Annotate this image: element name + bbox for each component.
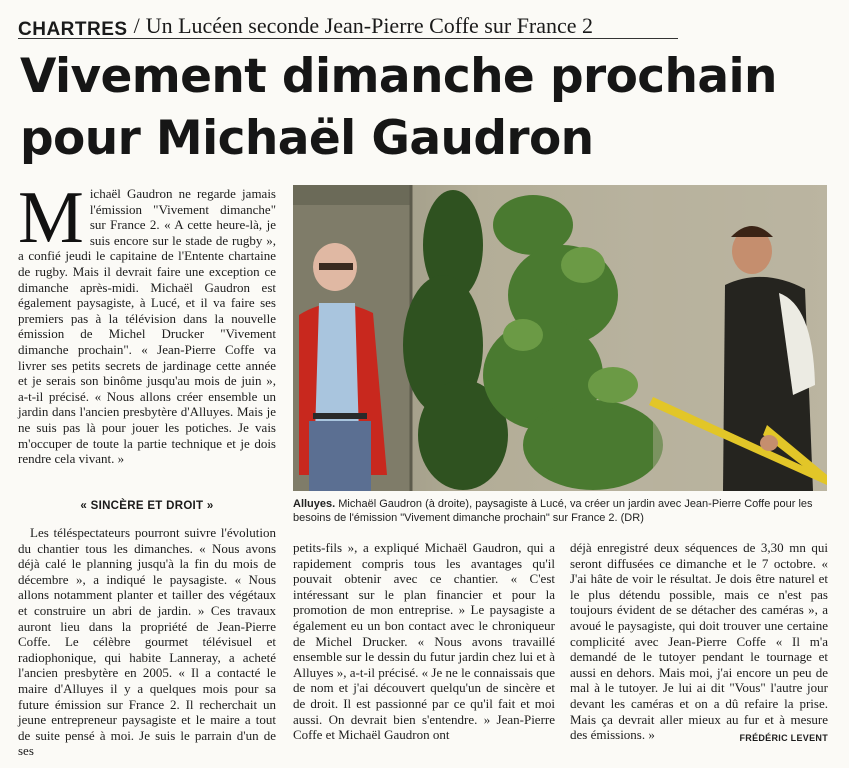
article-headline [20, 46, 830, 170]
body-column-2: petits-fils », a expliqué Michaël Gaudron, qui a rapidement compris tous les avantages qu'il pouvait obtenir avec ce chantier. « C'est intéressant sur le plan financier et pour la promotion de mon entreprise. » Le paysagiste a également eu un bon contact avec le chroniqueur de Michel Drucker. « Nous avons travaillé ensemble sur le dessin du futur jardin chez lui et à Alluyes », a-t-il précisé. « Je ne le connaissais que de nom et j'ai découvert quelqu'un de sincère et de droit. Il est passionné par ce qu'il fait et moi aussi. On devrait bien s'entendre. » Jean-Pierre Coffe et Michaël Gaudron ont [293, 540, 555, 743]
kicker-separator: / [133, 13, 140, 38]
section-subhead: « SINCÈRE ET DROIT » [80, 500, 214, 512]
body-column-3-text: déjà enregistré deux séquences de 3,30 mn qui seront diffusées ce dimanche et le 7 octobre. « J'ai hâte de voir le résultat. Je dois être naturel et le plus détendu possible, mais ce n'est pas toujours évident de se détacher des caméras », a avoué le paysagiste, qui doit trouver une certaine complicité avec Jean-Pierre Coffe « Il m'a demandé de le tutoyer pendant le tournage et aussi en dehors. Mais moi, j'ai encore un peu de mal à le tutoyer. Je lui ai dit "Vous" l'autre jour devant les caméras et on a dû refaire la prise. Mais ça devrait aller mieux au fur et à mesure des émissions. » [570, 540, 828, 743]
author-signature: FRÉDÉRIC LEVENT [739, 732, 828, 743]
caption-text: Michaël Gaudron (à droite), paysagiste à Lucé, va créer un jardin avec Jean-Pierre Coffe pour les besoins de l'émission "Vivement dimanche prochain" sur France 2. (DR) [293, 498, 813, 524]
headline-line-1: Vivement dimanche prochain [20, 49, 777, 104]
kicker-subtitle: Un Lucéen seconde Jean-Pierre Coffe sur France 2 [145, 13, 594, 38]
article-photo [293, 185, 827, 491]
article-kicker [18, 10, 678, 39]
body-column-1: Les téléspectateurs pourront suivre l'évolution du chantier tous les dimanches. « Nous avons déjà calé le planning jusqu'à la fin du mois de décembre », a indiqué le paysagiste. « Nous allons notamment planter et tailler des végétaux et construire un abri de jardin. » Ces travaux auront lieu dans la propriété de Jean-Pierre Coffe. Le célèbre gourmet télévisuel et radiophonique, qui habite Lanneray, a acheté l'ancien presbytère en 2005. « Il a contacté le maire d'Alluyes il y a quelques mois pour sa future émission sur France 2. Il recherchait un jeune entrepreneur paysagiste et le maire a tout de suite pensé à moi. Je suis le parrain d'un de ses [18, 525, 276, 759]
headline-line-2: pour Michaël Gaudron [20, 111, 594, 166]
drop-cap: M [18, 177, 84, 259]
intro-paragraph [18, 177, 276, 467]
intro-text: ichaël Gaudron ne regarde jamais l'émission "Vivement dimanche" sur France 2. « A cette heure-là, je suis encore sur le stade de rugby », a confié jeudi le capitaine de l'Entente chartaine de rugby. Mais il devrait faire une exception ce dimanche après-midi. Michaël Gaudron est également paysagiste, à Lucé, et il va faire ses premiers pas à la télévision dans la nouvelle émission de Michel Drucker "Vivement dimanche prochain". « Jean-Pierre Coffe va livrer ses petits secrets de jardinage cette année et je serais son binôme jusqu'au mois de juin », a-t-il précisé. « Nous allons créer ensemble un jardin dans l'ancien presbytère d'Alluyes. Mais je ne suis pas là pour jouer les potiches. Je vais m'occuper de toute la partie technique et je dois rendre cela vivant. » [18, 186, 276, 467]
caption-place: Alluyes. [293, 498, 336, 510]
kicker-location: CHARTRES [18, 19, 128, 40]
photo-caption [293, 497, 827, 525]
body-column-3 [570, 540, 828, 746]
